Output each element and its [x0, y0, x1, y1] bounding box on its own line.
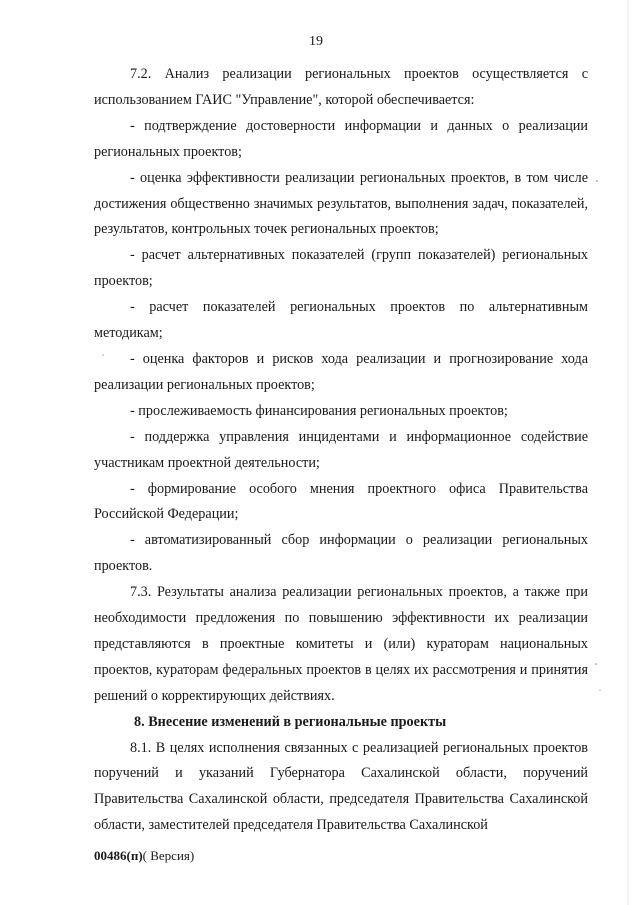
- document-version-label: ( Версия): [142, 848, 195, 863]
- page-number: 19: [309, 34, 323, 49]
- list-item-automated-collection: - автоматизированный сбор информации о реализации региональных проектов.: [94, 532, 588, 575]
- list-item-financing-traceability: - прослеживаемость финансирования региональных проектов;: [130, 402, 508, 419]
- paragraph-7-3: 7.3. Результаты анализа реализации региональных проектов, а также при необходимости предложения по повышению эффективности их реализации представляются в проектные комитеты и (или) кураторам национальных проектов, кураторам федеральных проектов в целях их рассмотрения и принятия решений о корректирующих действиях.: [94, 584, 588, 704]
- list-item-efficiency-assessment: - оценка эффективности реализации региональных проектов, в том числе достижения общественно значимых результатов, выполнения задач, показателей, результатов, контрольных точек региональных проектов;: [94, 169, 588, 238]
- list-item-special-opinion: - формирование особого мнения проектного офиса Правительства Российской Федерации;: [94, 480, 588, 523]
- list-item-risk-assessment: - оценка факторов и рисков хода реализации и прогнозирование хода реализации региональных проектов;: [94, 350, 588, 393]
- list-item-incident-management: - поддержка управления инцидентами и информационное содействие участникам проектной деятельности;: [94, 428, 588, 471]
- paragraph-7-2: 7.2. Анализ реализации региональных проектов осуществляется с использованием ГАИС "Управление", которой обеспечивается:: [94, 66, 588, 108]
- paragraph-8-1: 8.1. В целях исполнения связанных с реализацией региональных проектов поручений и указаний Губернатора Сахалинской области, поручений Правительства Сахалинской области, председателя Правительства Сахалинской области, заместителей председателя Правительства Сахалинской: [94, 739, 588, 834]
- list-item-alternative-methods: - расчет показателей региональных проектов по альтернативным методикам;: [94, 299, 588, 342]
- list-item-data-reliability: - подтверждение достоверности информации и данных о реализации региональных проектов;: [94, 117, 588, 160]
- list-item-alternative-indicators: - расчет альтернативных показателей (групп показателей) региональных проектов;: [94, 247, 588, 290]
- document-code-number: 00486(п): [94, 848, 143, 863]
- section-heading: 8. Внесение изменений в региональные проекты: [134, 713, 447, 730]
